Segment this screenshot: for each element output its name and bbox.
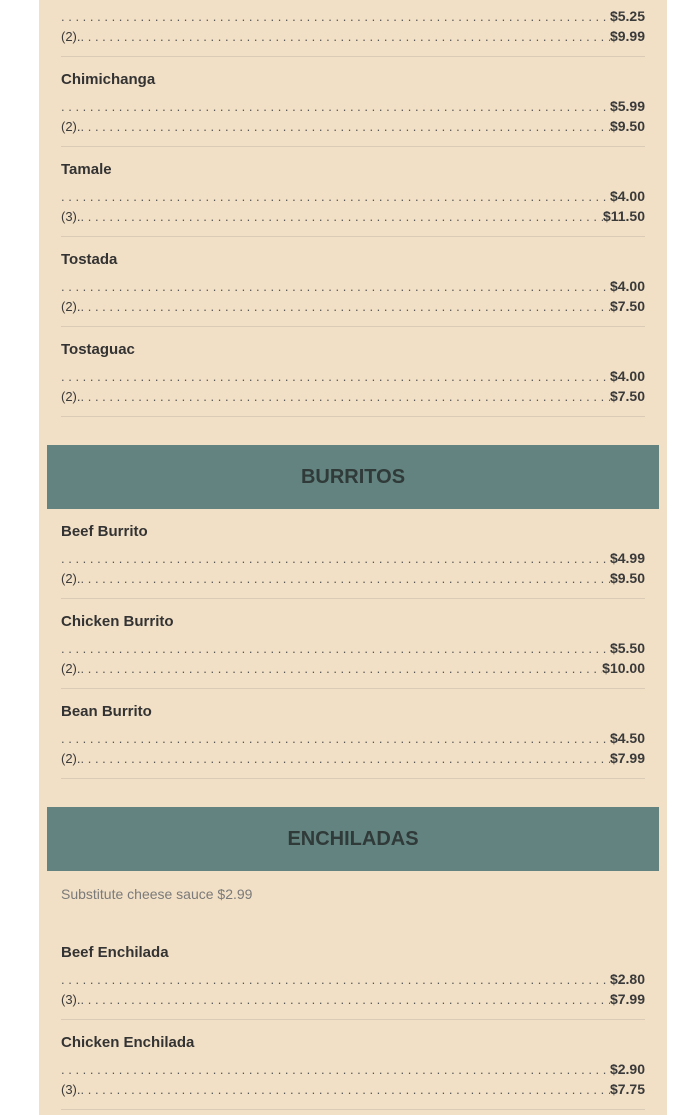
price-row: [61, 6, 645, 26]
menu-item: [61, 250, 645, 316]
item-name: Tostada: [61, 251, 118, 268]
portion-label: (3).: [61, 1082, 81, 1097]
divider: [61, 326, 645, 327]
section-note: Substitute cheese sauce $2.99: [61, 886, 253, 902]
divider: [61, 56, 645, 57]
item-name: Tamale: [61, 161, 112, 178]
item-name: Tostaguac: [61, 341, 135, 358]
price: $4.50: [609, 730, 645, 746]
item-name: Beef Enchilada: [61, 944, 169, 961]
menu-item: [61, 160, 645, 226]
price-row: [61, 386, 645, 406]
price: $7.50: [609, 298, 645, 314]
price: $7.99: [609, 991, 645, 1007]
price: $4.00: [609, 278, 645, 294]
divider: [61, 598, 645, 599]
divider: [61, 778, 645, 779]
price-row: [61, 1059, 645, 1079]
price-row: [61, 186, 645, 206]
price-row: [61, 296, 645, 316]
item-name: Beef Burrito: [61, 523, 148, 540]
price: $2.80: [609, 971, 645, 987]
price-row: [61, 728, 645, 748]
menu-item: [61, 702, 645, 768]
price-row: [61, 748, 645, 768]
menu-item: [61, 612, 645, 678]
section-header-enchiladas: ENCHILADAS: [47, 807, 659, 871]
item-name: Bean Burrito: [61, 703, 152, 720]
divider: [61, 416, 645, 417]
price-row: [61, 969, 645, 989]
price: $5.99: [609, 98, 645, 114]
menu-item: [61, 943, 645, 1009]
price-row: [61, 568, 645, 588]
item-name: Chimichanga: [61, 71, 156, 88]
price-row: [61, 548, 645, 568]
menu-panel: [39, 0, 667, 1115]
price-row: [61, 1079, 645, 1099]
menu-item: [61, 70, 645, 136]
price: $11.50: [602, 208, 645, 224]
price-row: [61, 276, 645, 296]
price-row: [61, 366, 645, 386]
price: $9.50: [609, 118, 645, 134]
price-row: [61, 116, 645, 136]
section-header-burritos: BURRITOS: [47, 445, 659, 509]
price: $2.90: [609, 1061, 645, 1077]
portion-label: (3).: [61, 992, 81, 1007]
portion-label: (2).: [61, 119, 81, 134]
divider: [61, 1019, 645, 1020]
divider: [61, 1109, 645, 1110]
price: $7.50: [609, 388, 645, 404]
menu-item-continued: [61, 6, 645, 46]
item-name: Chicken Enchilada: [61, 1034, 195, 1051]
price: $5.50: [609, 640, 645, 656]
item-name: Chicken Burrito: [61, 613, 174, 630]
price: $5.25: [609, 8, 645, 24]
price: $7.99: [609, 750, 645, 766]
price-row: [61, 638, 645, 658]
menu-item: [61, 1033, 645, 1099]
price-row: [61, 26, 645, 46]
price-row: [61, 96, 645, 116]
menu-item: [61, 340, 645, 406]
price: $4.00: [609, 188, 645, 204]
portion-label: (2).: [61, 571, 81, 586]
divider: [61, 146, 645, 147]
portion-label: (2).: [61, 29, 81, 44]
price: $9.99: [609, 28, 645, 44]
price-row: [61, 206, 645, 226]
price-row: [61, 658, 645, 678]
menu-item: [61, 522, 645, 588]
portion-label: (2).: [61, 751, 81, 766]
price: $4.00: [609, 368, 645, 384]
price-row: [61, 989, 645, 1009]
price: $9.50: [609, 570, 645, 586]
portion-label: (2).: [61, 661, 81, 676]
price: $10.00: [602, 660, 645, 676]
portion-label: (2).: [61, 389, 81, 404]
price: $4.99: [609, 550, 645, 566]
portion-label: (2).: [61, 299, 81, 314]
portion-label: (3).: [61, 209, 81, 224]
price: $7.75: [609, 1081, 645, 1097]
divider: [61, 236, 645, 237]
divider: [61, 688, 645, 689]
